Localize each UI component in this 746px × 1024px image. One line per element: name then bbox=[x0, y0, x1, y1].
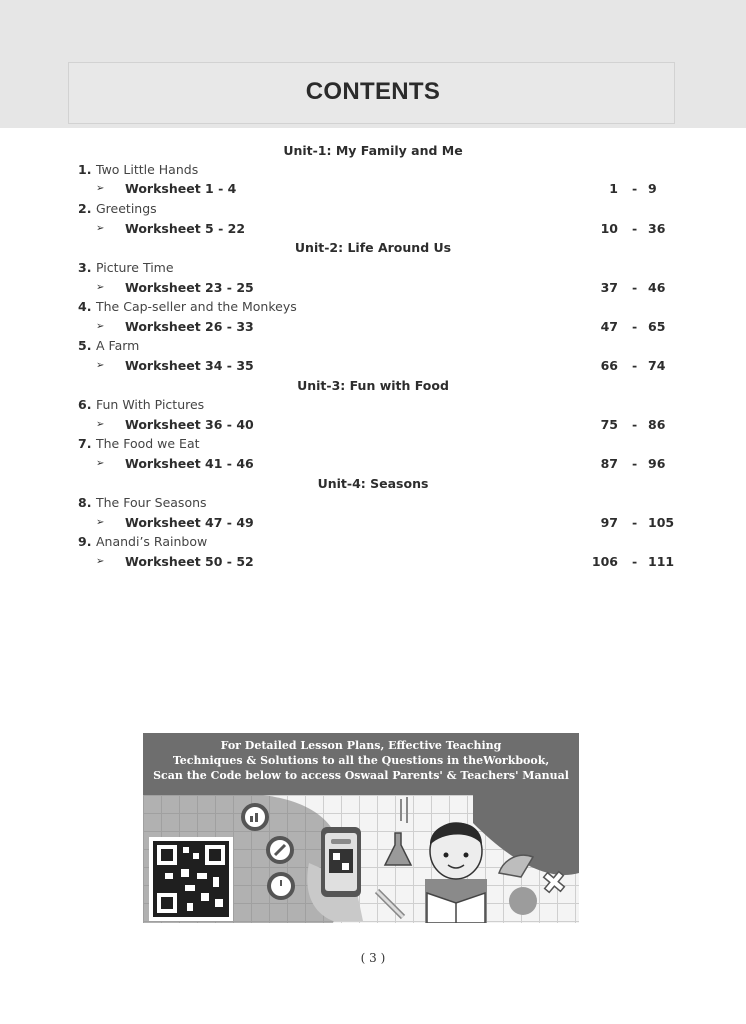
worksheet-row-5 bbox=[0, 358, 746, 378]
arrow-bullet-icon: ➢ bbox=[96, 321, 105, 332]
chapter-title: Greetings bbox=[96, 201, 157, 216]
worksheet-label: Worksheet 5 - 22 bbox=[125, 221, 246, 236]
paperclip-icon bbox=[401, 797, 407, 823]
chapter-title: The Four Seasons bbox=[96, 495, 207, 510]
page-title: CONTENTS bbox=[305, 78, 441, 105]
worksheet-label: Worksheet 1 - 4 bbox=[125, 181, 237, 196]
arrow-bullet-icon: ➢ bbox=[96, 419, 105, 430]
chapter-row-3 bbox=[0, 260, 746, 280]
worksheet-row-6 bbox=[0, 417, 746, 437]
unit-heading-1: Unit-1: My Family and Me bbox=[283, 143, 463, 158]
chapter-number: 8. bbox=[78, 495, 92, 510]
chapter-title: A Farm bbox=[96, 338, 140, 353]
chapter-row-6 bbox=[0, 397, 746, 417]
page-dash: - bbox=[632, 554, 638, 569]
chapter-row-9 bbox=[0, 534, 746, 554]
page-number: ( 3 ) bbox=[360, 951, 386, 965]
page-end: 65 bbox=[648, 319, 666, 334]
worksheet-label: Worksheet 26 - 33 bbox=[125, 319, 254, 334]
worksheet-row-7 bbox=[0, 456, 746, 476]
arrow-bullet-icon: ➢ bbox=[96, 282, 105, 293]
chapter-title: The Cap-seller and the Monkeys bbox=[96, 299, 297, 314]
page-dash: - bbox=[632, 456, 638, 471]
page-start: 75 bbox=[600, 417, 618, 432]
page-dash: - bbox=[632, 515, 638, 530]
page-start: 97 bbox=[600, 515, 618, 530]
page-end: 86 bbox=[648, 417, 666, 432]
page-dash: - bbox=[632, 280, 638, 295]
promo-banner bbox=[143, 733, 579, 923]
page-start: 37 bbox=[600, 280, 618, 295]
worksheet-row-3 bbox=[0, 280, 746, 300]
worksheet-label: Worksheet 50 - 52 bbox=[125, 554, 254, 569]
page-start: 1 bbox=[609, 181, 618, 196]
student-reading-icon bbox=[425, 822, 487, 923]
worksheet-row-2 bbox=[0, 221, 746, 241]
flask-icon bbox=[385, 833, 411, 865]
arrow-bullet-icon: ➢ bbox=[96, 183, 105, 194]
chapter-title: Two Little Hands bbox=[96, 162, 199, 177]
protractor-icon bbox=[499, 855, 533, 877]
arrow-bullet-icon: ➢ bbox=[96, 360, 105, 371]
chapter-number: 7. bbox=[78, 436, 92, 451]
arrow-bullet-icon: ➢ bbox=[96, 223, 105, 234]
timer-circle-icon bbox=[269, 874, 293, 898]
unit-heading-2: Unit-2: Life Around Us bbox=[294, 240, 452, 255]
page-dash: - bbox=[632, 358, 638, 373]
unit-heading-3: Unit-3: Fun with Food bbox=[297, 378, 449, 393]
arrow-bullet-icon: ➢ bbox=[96, 517, 105, 528]
page-end: 105 bbox=[648, 515, 675, 530]
worksheet-row-9 bbox=[0, 554, 746, 574]
worksheet-label: Worksheet 23 - 25 bbox=[125, 280, 254, 295]
chapter-title: Anandi’s Rainbow bbox=[96, 534, 208, 549]
page-dash: - bbox=[632, 181, 638, 196]
chapter-title: Fun With Pictures bbox=[96, 397, 205, 412]
worksheet-label: Worksheet 34 - 35 bbox=[125, 358, 254, 373]
chapter-number: 1. bbox=[78, 162, 92, 177]
page-start: 66 bbox=[600, 358, 618, 373]
worksheet-label: Worksheet 41 - 46 bbox=[125, 456, 254, 471]
page-dash: - bbox=[632, 221, 638, 236]
qr-code-icon bbox=[149, 837, 233, 921]
page-end: 36 bbox=[648, 221, 666, 236]
pencil-icon bbox=[377, 891, 403, 917]
page-end: 46 bbox=[648, 280, 666, 295]
chapter-row-8 bbox=[0, 495, 746, 515]
page-start: 87 bbox=[600, 456, 618, 471]
chapter-number: 6. bbox=[78, 397, 92, 412]
banner-line-2: Techniques & Solutions to all the Questions in theWorkbook, bbox=[172, 754, 550, 767]
banner-line-1: For Detailed Lesson Plans, Effective Teaching bbox=[220, 739, 502, 752]
page-dash: - bbox=[632, 417, 638, 432]
banner-illustration bbox=[143, 733, 579, 923]
chart-circle-icon bbox=[243, 805, 267, 829]
chapter-number: 2. bbox=[78, 201, 92, 216]
page-start: 47 bbox=[600, 319, 618, 334]
worksheet-row-1 bbox=[0, 181, 746, 201]
chapter-row-4 bbox=[0, 299, 746, 319]
page-dash: - bbox=[632, 319, 638, 334]
chapter-row-1 bbox=[0, 162, 746, 182]
banner-line-3: Scan the Code below to access Oswaal Parents' & Teachers' Manual bbox=[153, 769, 569, 782]
page-start: 10 bbox=[600, 221, 618, 236]
worksheet-row-4 bbox=[0, 319, 746, 339]
page-end: 9 bbox=[648, 181, 657, 196]
chapter-title: Picture Time bbox=[96, 260, 174, 275]
chapter-row-2 bbox=[0, 201, 746, 221]
chapter-row-5 bbox=[0, 338, 746, 358]
worksheet-label: Worksheet 47 - 49 bbox=[125, 515, 254, 530]
chapter-title: The Food we Eat bbox=[96, 436, 200, 451]
pencil-circle-icon bbox=[268, 838, 292, 862]
worksheet-row-8 bbox=[0, 515, 746, 535]
chapter-number: 3. bbox=[78, 260, 92, 275]
chapter-number: 9. bbox=[78, 534, 92, 549]
arrow-bullet-icon: ➢ bbox=[96, 458, 105, 469]
page-end: 111 bbox=[648, 554, 675, 569]
chapter-number: 4. bbox=[78, 299, 92, 314]
page-start: 106 bbox=[591, 554, 618, 569]
worksheet-label: Worksheet 36 - 40 bbox=[125, 417, 254, 432]
page-end: 74 bbox=[648, 358, 666, 373]
arrow-bullet-icon: ➢ bbox=[96, 556, 105, 567]
chapter-number: 5. bbox=[78, 338, 92, 353]
chapter-row-7 bbox=[0, 436, 746, 456]
page-end: 96 bbox=[648, 456, 666, 471]
unit-heading-4: Unit-4: Seasons bbox=[317, 476, 429, 491]
